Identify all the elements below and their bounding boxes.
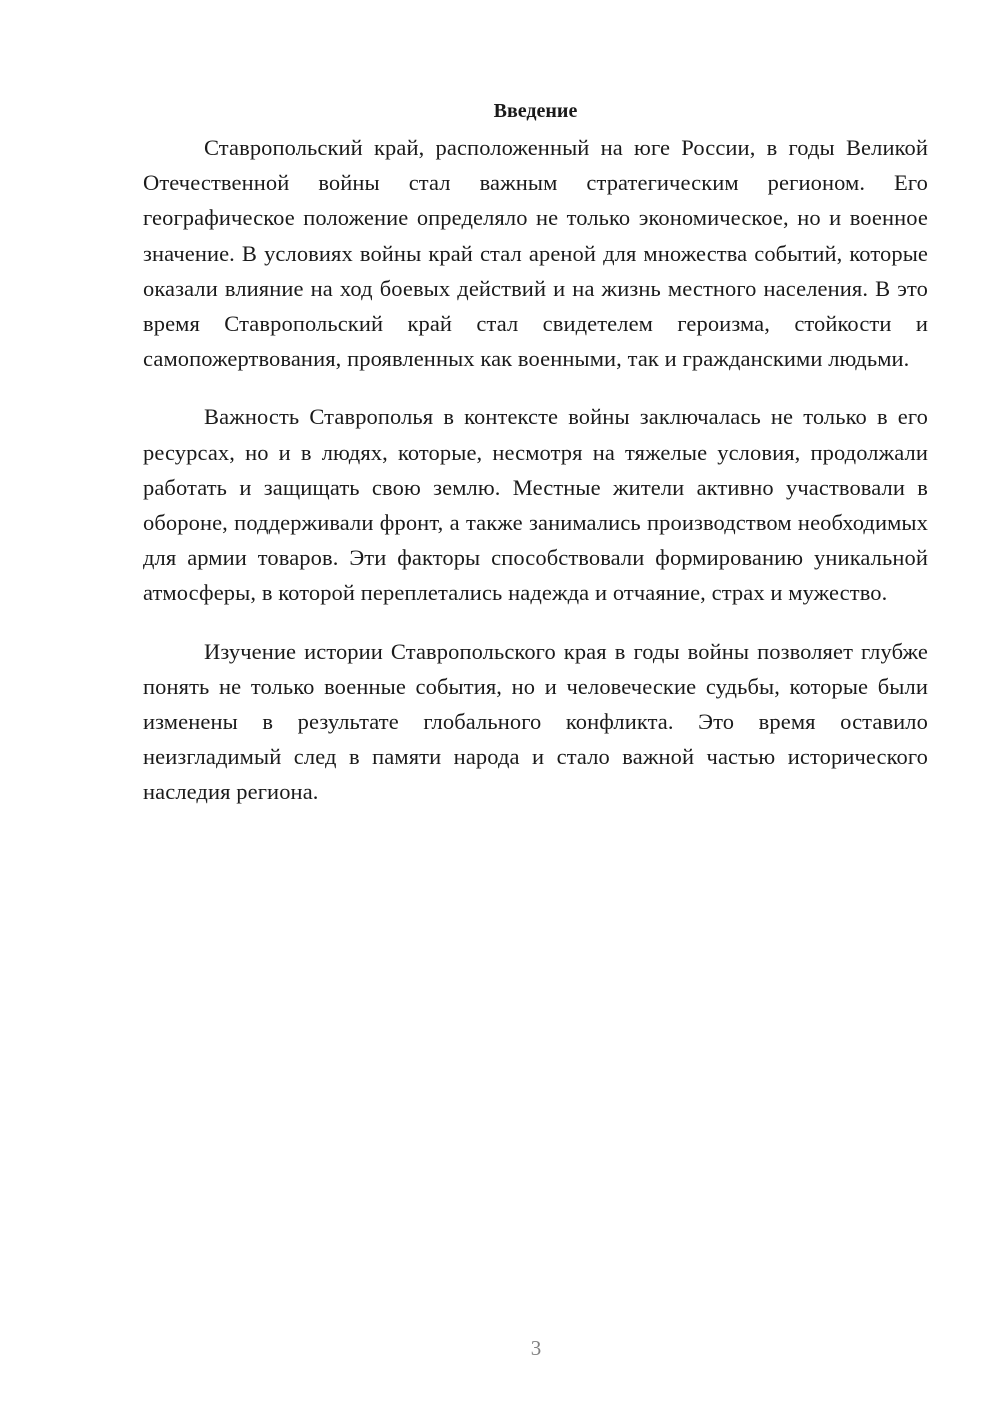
page-number: 3: [530, 1336, 542, 1360]
paragraph-2: Важность Ставрополья в контексте войны заключалась не только в его ресурсах, но и в людях, которые, несмотря на тяжелые условия, продолжали работать и защищать свою землю. Местные жители активно участвовали в обороне, поддерживали фронт, а также занимались производством необходимых для армии товаров. Эти факторы способствовали формированию уникальной атмосферы, в которой переплетались надежда и отчаяние, страх и мужество.: [143, 404, 928, 606]
section-heading: Введение: [493, 100, 578, 122]
paragraph-3: Изучение истории Ставропольского края в годы войны позволяет глубже понять не только военные события, но и человеческие судьбы, которые были изменены в результате глобального конфликта. Это время оставило неизгладимый след в памяти народа и стало важной частью исторического наследия региона.: [143, 638, 928, 805]
document-body: [143, 96, 928, 833]
paragraph-1: Ставропольский край, расположенный на юге России, в годы Великой Отечественной войны стал важным стратегическим регионом. Его географическое положение определяло не только экономическое, но и военное значение. В условиях войны край стал ареной для множества событий, которые оказали влияние на ход боевых действий и на жизнь местного населения. В это время Ставропольский край стал свидетелем героизма, стойкости и самопожертвования, проявленных как военными, так и гражданскими людьми.: [143, 135, 928, 372]
